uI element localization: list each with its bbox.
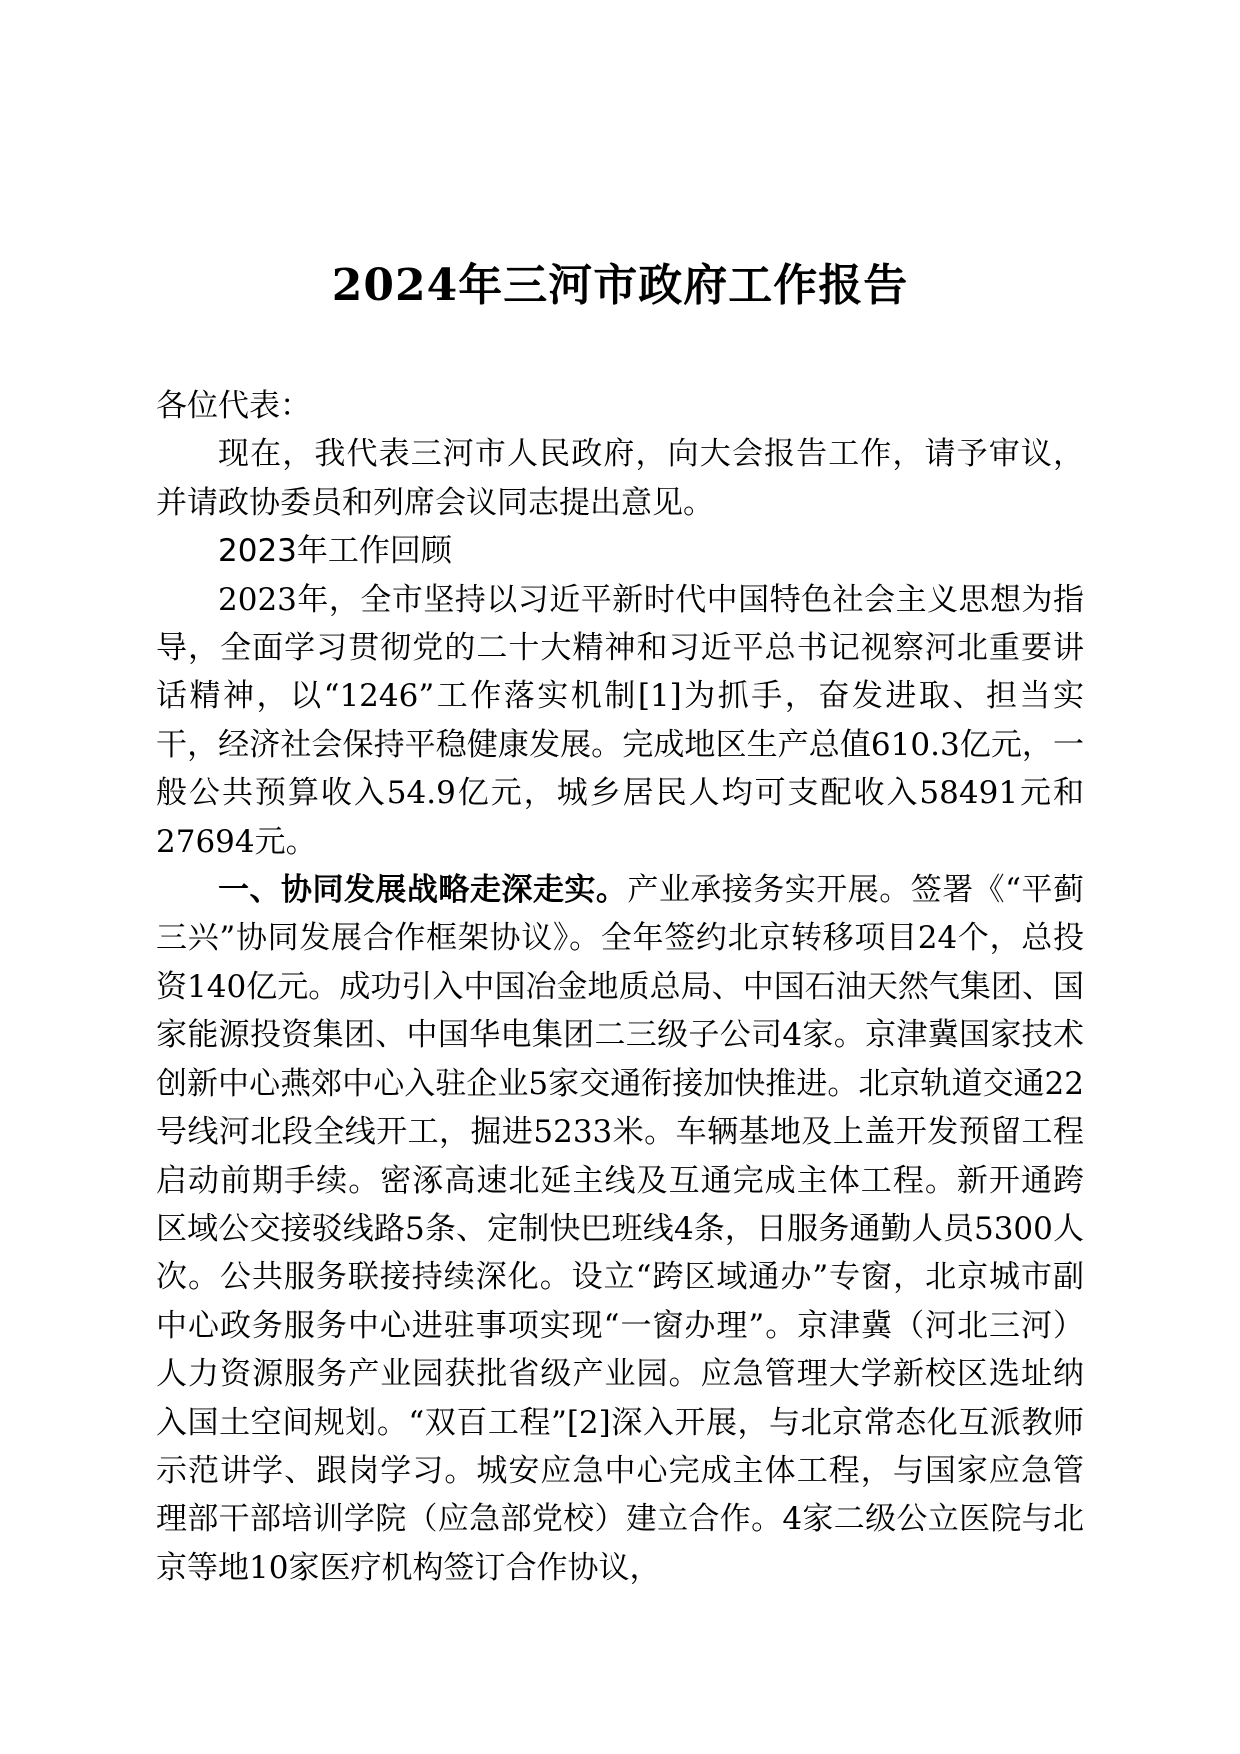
point-one-heading: 一、协同发展战略走深走实。 [218,872,628,909]
document-title: 2024年三河市政府工作报告 [331,260,909,311]
section-heading: 2023年工作回顾 [218,533,452,570]
document-body [156,382,1084,1592]
salutation: 各位代表： [156,388,311,424]
intro-paragraph: 现在，我代表三河市人民政府，向大会报告工作，请予审议，并请政协委员和列席会议同志提出意见。 [156,436,1084,521]
point-one-paragraph [156,866,1084,1592]
overview-paragraph: 2023年，全市坚持以习近平新时代中国特色社会主义思想为指导，全面学习贯彻党的二十大精神和习近平总书记视察河北重要讲话精神，以“1246”工作落实机制[1]为抓手，奋发进取、担当实干，经济社会保持平稳健康发展。完成地区生产总值610.3亿元，一般公共预算收入54.9亿元，城乡居民人均可支配收入58491元和27694元。 [156,581,1084,860]
point-one-text: 产业承接务实开展。签署《“平蓟三兴”协同发展合作框架协议》。全年签约北京转移项目24个，总投资140亿元。成功引入中国冶金地质总局、中国石油天然气集团、国家能源投资集团、中国华电集团二三级子公司4家。京津冀国家技术创新中心燕郊中心入驻企业5家交通衔接加快推进。北京轨道交通22号线河北段全线开工，掘进5233米。车辆基地及上盖开发预留工程启动前期手续。密涿高速北延主线及互通完成主体工程。新开通跨区域公交接驳线路5条、定制快巴班线4条，日服务通勤人员5300人次。公共服务联接持续深化。设立“跨区域通办”专窗，北京城市副中心政务服务中心进驻事项实现“一窗办理”。京津冀（河北三河）人力资源服务产业园获批省级产业园。应急管理大学新校区选址纳入国土空间规划。“双百工程”[2]深入开展，与北京常态化互派教师示范讲学、跟岗学习。城安应急中心完成主体工程，与国家应急管理部干部培训学院（应急部党校）建立合作。4家二级公立医院与北京等地10家医疗机构签订合作协议， [156,872,1084,1586]
